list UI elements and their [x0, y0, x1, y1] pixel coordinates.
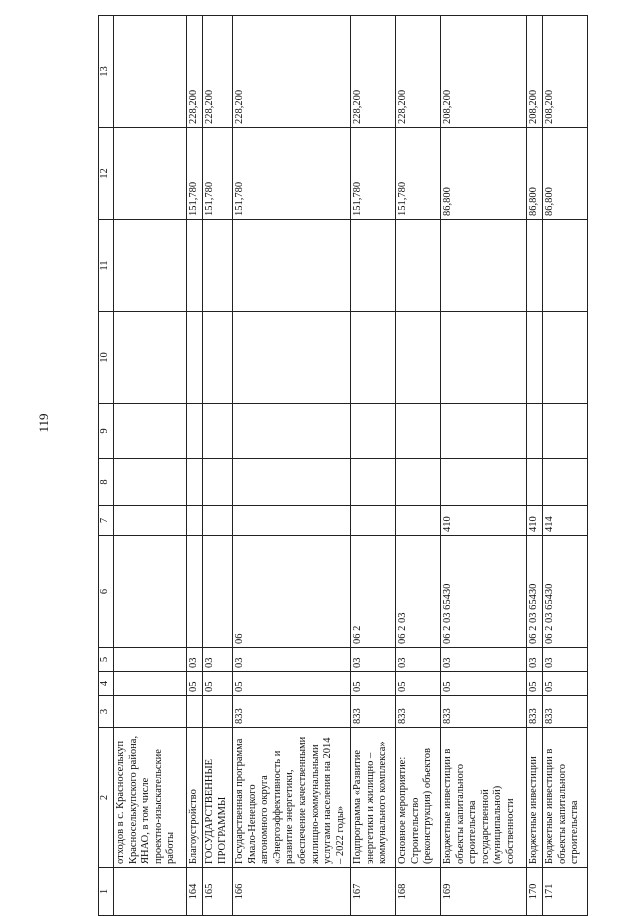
- cell-c7: [233, 506, 351, 536]
- cell-c7: 410: [527, 506, 543, 536]
- cell-c12: 151,780: [233, 128, 351, 220]
- cell-empty: [396, 312, 441, 404]
- cell-name: Бюджетные инвестиции в объекты капитального строительства государственной (муниципальной) собственности: [441, 728, 527, 868]
- cell-empty: [233, 459, 351, 506]
- cell-c13: 228,200: [396, 16, 441, 128]
- cell-c6: 06 2 03 65430: [441, 536, 527, 648]
- cell-n: 168: [396, 868, 441, 916]
- cell-c3: [114, 696, 187, 728]
- cell-c5: 03: [527, 648, 543, 672]
- cell-c13: 228,200: [187, 16, 203, 128]
- cell-c12: 151,780: [187, 128, 203, 220]
- cell-empty: [351, 459, 396, 506]
- cell-n: 169: [441, 868, 527, 916]
- cell-n: 170: [527, 868, 543, 916]
- cell-empty: [233, 312, 351, 404]
- cell-n: 164: [187, 868, 203, 916]
- cell-empty: [351, 220, 396, 312]
- table-row: [187, 16, 203, 916]
- cell-name: Благоустройство: [187, 728, 203, 868]
- column-header: 10: [99, 312, 114, 404]
- column-header: 3: [99, 696, 114, 728]
- cell-c6: [114, 536, 187, 648]
- cell-c12: 151,780: [351, 128, 396, 220]
- cell-c6: [203, 536, 233, 648]
- cell-c4: 05: [527, 672, 543, 696]
- cell-empty: [543, 404, 588, 459]
- cell-c6: 06 2 03 65430: [527, 536, 543, 648]
- table-row: [543, 16, 588, 916]
- cell-empty: [187, 312, 203, 404]
- page-number: 119: [36, 413, 51, 433]
- table-row: [203, 16, 233, 916]
- cell-n: 167: [351, 868, 396, 916]
- cell-c4: 05: [543, 672, 588, 696]
- cell-c3: 833: [441, 696, 527, 728]
- cell-empty: [114, 312, 187, 404]
- column-header: 5: [99, 648, 114, 672]
- cell-empty: [441, 220, 527, 312]
- cell-empty: [114, 459, 187, 506]
- cell-c6: 06 2 03 65430: [543, 536, 588, 648]
- cell-c5: 03: [543, 648, 588, 672]
- cell-empty: [543, 459, 588, 506]
- cell-c13: 208,200: [543, 16, 588, 128]
- cell-empty: [543, 312, 588, 404]
- cell-c7: [203, 506, 233, 536]
- cell-empty: [233, 220, 351, 312]
- cell-c4: 05: [441, 672, 527, 696]
- cell-empty: [543, 220, 588, 312]
- cell-c6: 06 2: [351, 536, 396, 648]
- cell-c12: [114, 128, 187, 220]
- column-header: 6: [99, 536, 114, 648]
- cell-c12: 86,800: [441, 128, 527, 220]
- cell-empty: [527, 220, 543, 312]
- column-header: 12: [99, 128, 114, 220]
- cell-c13: 228,200: [351, 16, 396, 128]
- cell-empty: [233, 404, 351, 459]
- cell-c7: [114, 506, 187, 536]
- cell-c3: 833: [233, 696, 351, 728]
- cell-c13: 208,200: [527, 16, 543, 128]
- cell-name: Бюджетные инвестиции: [527, 728, 543, 868]
- cell-empty: [441, 459, 527, 506]
- cell-c6: 06: [233, 536, 351, 648]
- cell-c13: 228,200: [233, 16, 351, 128]
- cell-empty: [351, 404, 396, 459]
- cell-c3: [203, 696, 233, 728]
- column-header: 4: [99, 672, 114, 696]
- cell-c7: [396, 506, 441, 536]
- cell-empty: [114, 404, 187, 459]
- cell-empty: [187, 404, 203, 459]
- column-header-row: [99, 16, 114, 916]
- cell-empty: [441, 312, 527, 404]
- table-row: [527, 16, 543, 916]
- cell-empty: [396, 459, 441, 506]
- cell-c6: [187, 536, 203, 648]
- cell-c5: 03: [396, 648, 441, 672]
- cell-name: Государственная программа Ямало-Ненецкого автономного округа «Энергоэффективность и развитие энергетики, обеспечение качественными жилищно-коммунальными услугами населения на 2014 – 2022 годы»: [233, 728, 351, 868]
- cell-name: отходов в с. Красноселькуп Красноселькупского района, ЯНАО, в том числе проектно-изыскательские работы: [114, 728, 187, 868]
- cell-c3: 833: [527, 696, 543, 728]
- column-header: 1: [99, 868, 114, 916]
- cell-c4: [114, 672, 187, 696]
- cell-c13: 208,200: [441, 16, 527, 128]
- table-row: [441, 16, 527, 916]
- cell-c5: 03: [441, 648, 527, 672]
- cell-c7: [187, 506, 203, 536]
- cell-c7: 414: [543, 506, 588, 536]
- cell-c3: 833: [396, 696, 441, 728]
- cell-empty: [203, 312, 233, 404]
- cell-c13: 228,200: [203, 16, 233, 128]
- cell-c3: [187, 696, 203, 728]
- cell-c7: [351, 506, 396, 536]
- cell-empty: [396, 220, 441, 312]
- cell-empty: [527, 312, 543, 404]
- table-row: [233, 16, 351, 916]
- cell-c12: 86,800: [527, 128, 543, 220]
- cell-empty: [203, 404, 233, 459]
- table-row: [396, 16, 441, 916]
- column-header: 11: [99, 220, 114, 312]
- cell-c12: 86,800: [543, 128, 588, 220]
- cell-c5: 03: [233, 648, 351, 672]
- cell-name: Основное мероприятие: Строительство (реконструкция) объектов: [396, 728, 441, 868]
- cell-empty: [351, 312, 396, 404]
- budget-table-sheet: [98, 16, 613, 916]
- cell-empty: [187, 459, 203, 506]
- cell-c12: 151,780: [396, 128, 441, 220]
- column-header: 2: [99, 728, 114, 868]
- cell-c4: 05: [203, 672, 233, 696]
- cell-empty: [527, 459, 543, 506]
- cell-empty: [527, 404, 543, 459]
- cell-c4: 05: [396, 672, 441, 696]
- cell-c5: 03: [203, 648, 233, 672]
- cell-empty: [203, 220, 233, 312]
- cell-n: 171: [543, 868, 588, 916]
- cell-c13: [114, 16, 187, 128]
- column-header: 8: [99, 459, 114, 506]
- cell-c12: 151,780: [203, 128, 233, 220]
- table-row: [351, 16, 396, 916]
- cell-n: 165: [203, 868, 233, 916]
- cell-empty: [441, 404, 527, 459]
- cell-c3: 833: [543, 696, 588, 728]
- cell-name: ГОСУДАРСТВЕННЫЕ ПРОГРАММЫ: [203, 728, 233, 868]
- cell-name: Подпрограмма «Развитие энергетики и жилищно – коммунального комплекса»: [351, 728, 396, 868]
- column-header: 13: [99, 16, 114, 128]
- cell-c4: 05: [187, 672, 203, 696]
- table-row: [114, 16, 187, 916]
- cell-empty: [187, 220, 203, 312]
- column-header: 7: [99, 506, 114, 536]
- cell-c5: [114, 648, 187, 672]
- cell-c3: 833: [351, 696, 396, 728]
- cell-c6: 06 2 03: [396, 536, 441, 648]
- cell-n: 166: [233, 868, 351, 916]
- cell-name: Бюджетные инвестиции в объекты капитального строительства: [543, 728, 588, 868]
- cell-n: [114, 868, 187, 916]
- column-header: 9: [99, 404, 114, 459]
- cell-c4: 05: [351, 672, 396, 696]
- cell-c5: 03: [187, 648, 203, 672]
- cell-c4: 05: [233, 672, 351, 696]
- cell-empty: [396, 404, 441, 459]
- cell-c7: 410: [441, 506, 527, 536]
- budget-table: [98, 15, 588, 916]
- cell-empty: [203, 459, 233, 506]
- cell-empty: [114, 220, 187, 312]
- cell-c5: 03: [351, 648, 396, 672]
